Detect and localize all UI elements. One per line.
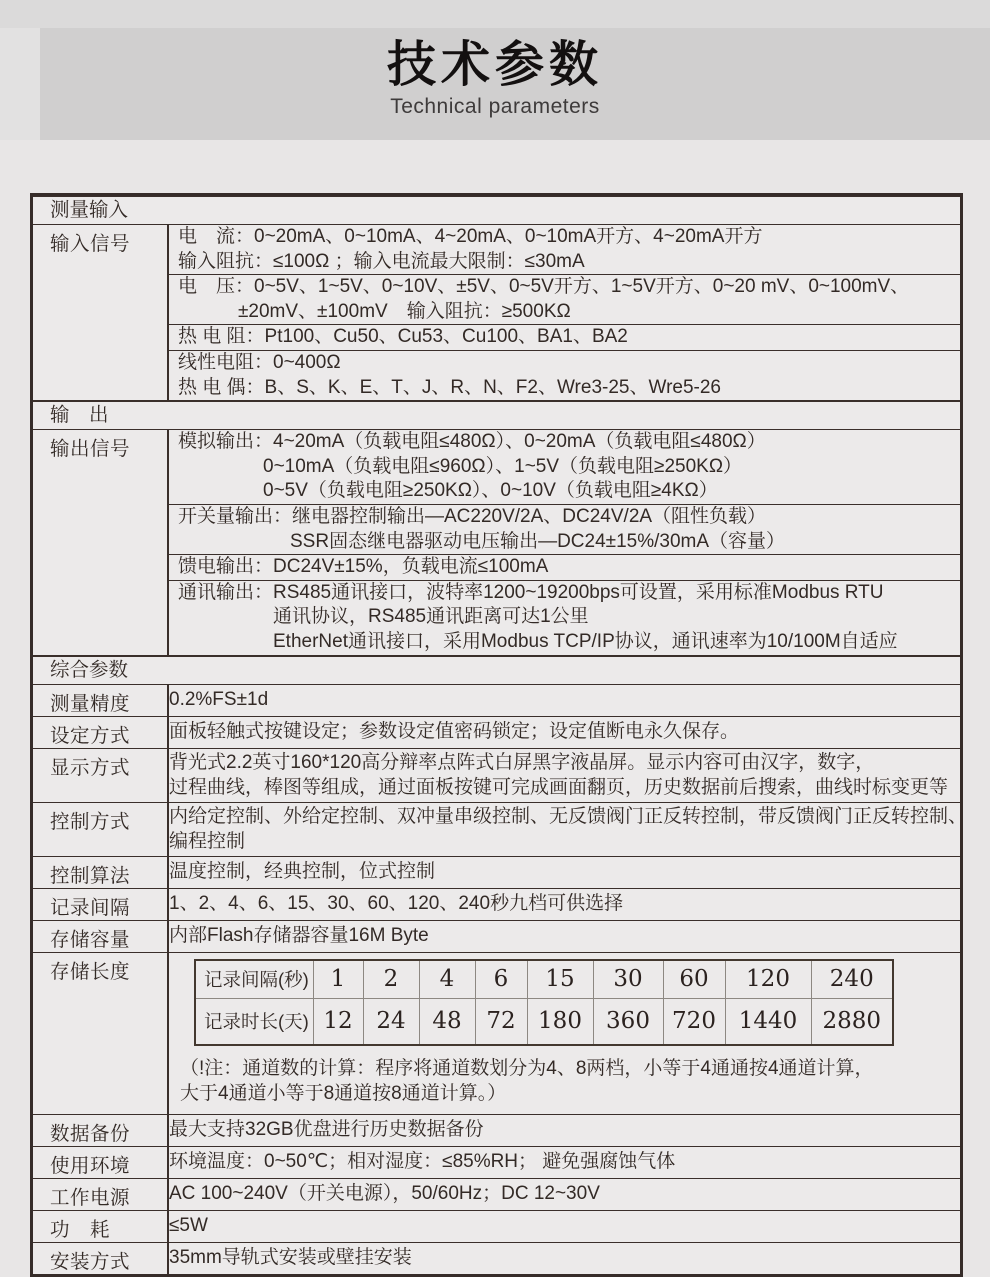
row-value-line: 35mm导轨式安装或壁挂安装 (169, 1247, 412, 1269)
row-label: 控制算法 (33, 857, 169, 888)
row-value-line: 热 电 偶：B、S、K、E、T、J、R、N、F2、Wre3-25、Wre5-26 (178, 376, 721, 398)
group-cell (169, 351, 960, 400)
row-value-line: 过程曲线，棒图等组成，通过面板按键可完成画面翻页，历史数据前后搜索，曲线时标变更等 (169, 777, 949, 798)
page-header (0, 36, 990, 119)
row-label: 记录间隔 (33, 889, 169, 920)
row-value-line: 电 压：0~5V、1~5V、0~10V、±5V、0~5V开方、1~5V开方、0~20 mV、0~100mV、 (178, 276, 910, 298)
row-label: 数据备份 (33, 1115, 169, 1146)
row-value-line: 电 流：0~20mA、0~10mA、4~20mA、0~10mA开方、4~20mA开方 (178, 226, 763, 247)
row-content (169, 225, 960, 400)
storage-content (169, 953, 960, 1114)
row-value-line: 面板轻触式按键设定；参数设定值密码锁定；设定值断电永久保存。 (169, 721, 740, 743)
group-cell (169, 430, 960, 505)
row-label: 存储容量 (33, 921, 169, 952)
storage-row-header: 记录间隔(秒) (195, 960, 313, 999)
row-value-line: ±20mV、±100mV 输入阻抗：≥500KΩ (238, 300, 571, 322)
storage-value: 15 (527, 960, 593, 999)
spec-row (33, 889, 960, 921)
row-value-line: 通讯输出：RS485通讯接口，波特率1200~19200bps可设置，采用标准Modbus RTU (178, 581, 884, 603)
storage-row-header: 记录时长(天) (195, 998, 313, 1045)
row-value-line: AC 100~240V（开关电源），50/60Hz；DC 12~30V (169, 1183, 600, 1205)
row-content (169, 685, 960, 716)
row-content (169, 803, 968, 856)
section-row (33, 401, 960, 430)
top-strip (0, 0, 990, 28)
row-label: 使用环境 (33, 1147, 169, 1178)
row-content (169, 1147, 960, 1178)
row-content (169, 1115, 960, 1146)
section-label: 输 出 (50, 404, 109, 427)
storage-value: 48 (419, 998, 475, 1045)
row-content (169, 889, 960, 920)
spec-row (33, 225, 960, 401)
section-label: 测量输入 (50, 199, 129, 221)
row-content (169, 1243, 960, 1274)
spec-row (33, 1115, 960, 1147)
row-value-line: 通讯协议，RS485通讯距离可达1公里 (273, 606, 589, 628)
group-cell (169, 225, 960, 275)
group-cell (169, 505, 960, 555)
section-label: 综合参数 (50, 658, 129, 681)
row-value-line: 馈电输出：DC24V±15%，负载电流≤100mA (178, 556, 549, 578)
storage-value: 2880 (811, 998, 893, 1045)
row-label: 安装方式 (33, 1243, 169, 1274)
spec-row (33, 1211, 960, 1243)
storage-value: 720 (663, 998, 725, 1045)
spec-row (33, 1243, 960, 1274)
spec-row (33, 717, 960, 749)
row-value-line: 热 电 阻：Pt100、Cu50、Cu53、Cu100、BA1、BA2 (178, 326, 628, 348)
row-label: 功 耗 (33, 1211, 169, 1242)
row-value-line: 最大支持32GB优盘进行历史数据备份 (169, 1119, 484, 1141)
storage-value: 72 (475, 998, 527, 1045)
row-content (169, 953, 960, 1114)
row-label: 设定方式 (33, 717, 169, 748)
row-value-line: 0.2%FS±1d (169, 689, 269, 711)
group-cell (169, 275, 960, 325)
storage-value: 240 (811, 960, 893, 999)
spec-row (33, 685, 960, 717)
storage-note-line: 大于4通道小等于8通道按8通道计算。） (180, 1083, 507, 1104)
row-label: 测量精度 (33, 685, 169, 716)
row-value-line: 0~10mA（负载电阻≤960Ω）、1~5V（负载电阻≥250KΩ） (263, 455, 743, 477)
row-content (169, 1211, 960, 1242)
section-row (33, 196, 960, 225)
row-value-line: 内部Flash存储器容量16M Byte (169, 925, 429, 947)
group-cell (169, 325, 960, 351)
row-content (169, 921, 960, 952)
row-value-line: 环境温度：0~50℃；相对湿度：≤85%RH； 避免强腐蚀气体 (169, 1151, 676, 1173)
row-value-line: 输入阻抗：≤100Ω ；输入电流最大限制：≤30mA (178, 250, 585, 272)
row-value-line: 模拟输出：4~20mA（负载电阻≤480Ω）、0~20mA（负载电阻≤480Ω） (178, 431, 766, 453)
spec-row (33, 953, 960, 1115)
storage-note (180, 1056, 960, 1107)
storage-value: 120 (725, 960, 811, 999)
row-value-line: 温度控制，经典控制，位式控制 (169, 861, 436, 883)
row-value-line: SSR固态继电器驱动电压输出—DC24±15%/30mA（容量） (290, 530, 786, 552)
row-label: 输入信号 (33, 225, 169, 400)
group-cell (169, 555, 960, 581)
storage-row (195, 960, 893, 999)
group-cell (169, 581, 960, 655)
storage-value: 4 (419, 960, 475, 999)
storage-value: 6 (475, 960, 527, 999)
page-subtitle: Technical parameters (390, 95, 600, 118)
row-content (169, 430, 960, 654)
storage-value: 360 (593, 998, 663, 1045)
spec-row (33, 430, 960, 655)
section-row (33, 656, 960, 685)
spec-row (33, 749, 960, 803)
storage-note-line: （!注：通道数的计算：程序将通道数划分为4、8两档，小等于4通通按4通道计算， (180, 1057, 874, 1079)
row-content (169, 1179, 960, 1210)
row-value-line: 线性电阻：0~400Ω (178, 351, 341, 373)
row-content (169, 749, 960, 802)
row-content (169, 717, 960, 748)
storage-value: 60 (663, 960, 725, 999)
row-label: 存储长度 (33, 953, 169, 1114)
row-value-line: 开关量输出：继电器控制输出—AC220V/2A、DC24V/2A（阻性负载） (178, 505, 767, 527)
row-value-line: 背光式2.2英寸160*120高分辩率点阵式白屏黑字液晶屏。显示内容可由汉字，数字， (169, 751, 875, 773)
spec-table (30, 193, 968, 1277)
row-value-line: EtherNet通讯接口，采用Modbus TCP/IP协议，通讯速率为10/100M自适应 (273, 630, 898, 652)
storage-value: 30 (593, 960, 663, 999)
spec-row (33, 857, 960, 889)
storage-value: 1440 (725, 998, 811, 1045)
spec-row (33, 921, 960, 953)
storage-table (194, 959, 894, 1046)
row-value-line: ≤5W (169, 1215, 208, 1237)
row-value-line: 编程控制 (169, 831, 246, 852)
page-title: 技术参数 (386, 38, 603, 92)
storage-value: 12 (313, 998, 363, 1045)
row-value-line: 0~5V（负载电阻≥250KΩ）、0~10V（负载电阻≥4KΩ） (263, 480, 718, 502)
row-content (169, 857, 960, 888)
row-label: 工作电源 (33, 1179, 169, 1210)
spec-row (33, 1179, 960, 1211)
storage-value: 2 (363, 960, 419, 999)
storage-row (195, 998, 893, 1045)
row-label: 控制方式 (33, 803, 169, 856)
storage-value: 180 (527, 998, 593, 1045)
storage-value: 24 (363, 998, 419, 1045)
row-value-line: 内给定控制、外给定控制、双冲量串级控制、无反馈阀门正反转控制，带反馈阀门正反转控制、 (169, 805, 968, 827)
storage-value: 1 (313, 960, 363, 999)
row-value-line: 1、2、4、6、15、30、60、120、240秒九档可供选择 (169, 893, 624, 915)
row-label: 输出信号 (33, 430, 169, 654)
row-label: 显示方式 (33, 749, 169, 802)
spec-row (33, 1147, 960, 1179)
spec-row (33, 803, 968, 857)
